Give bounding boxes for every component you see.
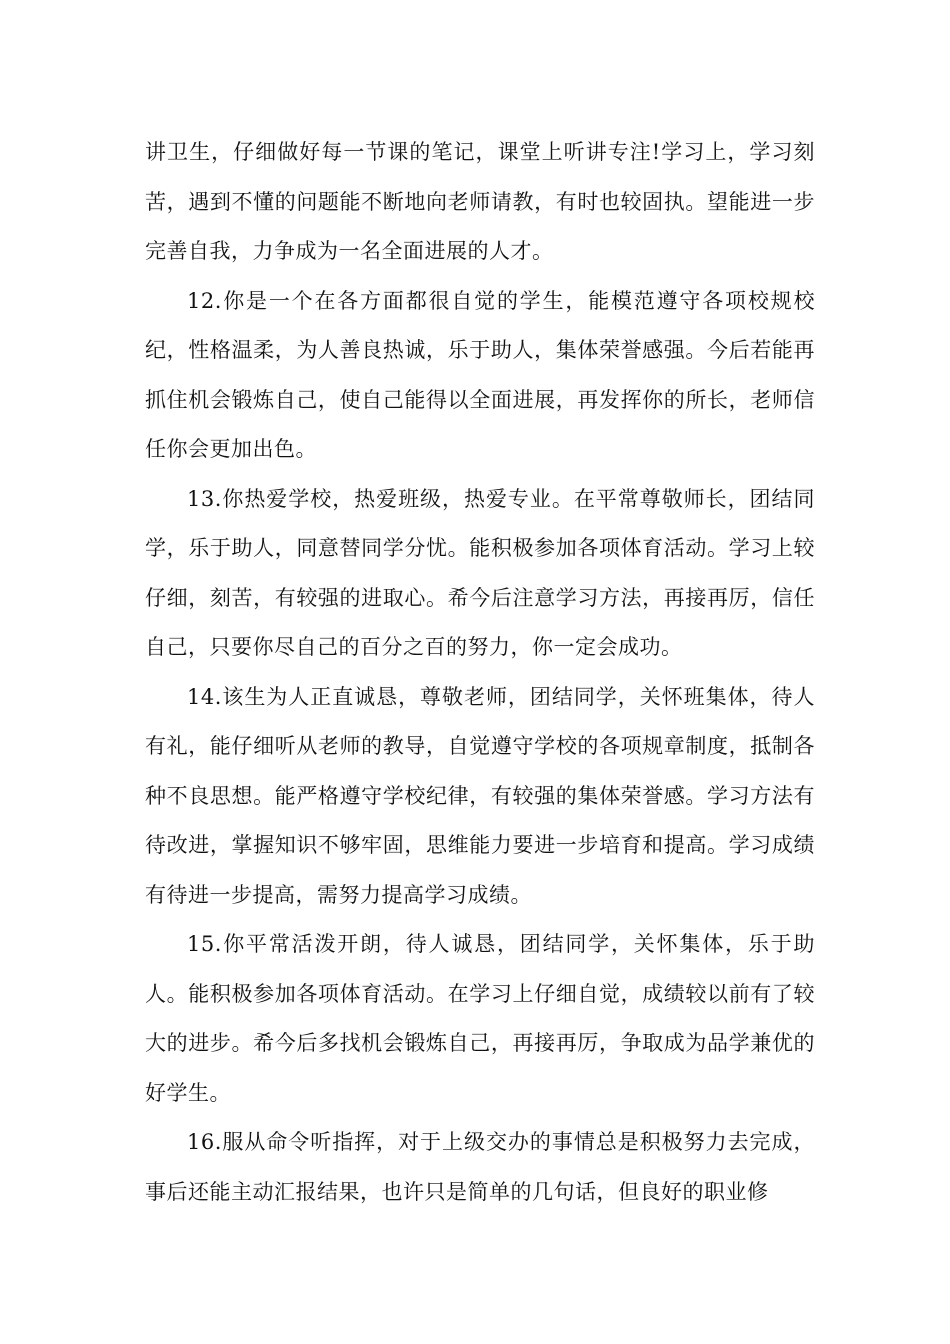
- paragraph-item-14: 14.该生为人正直诚恳，尊敬老师，团结同学，关怀班集体，待人有礼，能仔细听从老师的教导，自觉遵守学校的各项规章制度，抵制各种不良思想。能严格遵守学校纪律，有较强的集体荣誉感。学习方法有待改进，掌握知识不够牢固，思维能力要进一步培育和提高。学习成绩有待进一步提高，需努力提高学习成绩。: [145, 684, 815, 907]
- paragraph-continued: 讲卫生，仔细做好每一节课的笔记，课堂上听讲专注!学习上，学习刻苦，遇到不懂的问题能不断地向老师请教，有时也较固执。望能进一步完善自我，力争成为一名全面进展的人才。: [145, 140, 815, 263]
- document-body: [145, 128, 815, 1217]
- paragraph-item-15: 15.你平常活泼开朗，待人诚恳，团结同学，关怀集体，乐于助人。能积极参加各项体育活动。在学习上仔细自觉，成绩较以前有了较大的进步。希今后多找机会锻炼自己，再接再厉，争取成为品学兼优的好学生。: [145, 932, 815, 1105]
- paragraph-item-13: 13.你热爱学校，热爱班级，热爱专业。在平常尊敬师长，团结同学，乐于助人，同意替同学分忧。能积极参加各项体育活动。学习上较仔细，刻苦，有较强的进取心。希今后注意学习方法，再接再厉，信任自己，只要你尽自己的百分之百的努力，你一定会成功。: [145, 486, 815, 659]
- paragraph-item-12: 12.你是一个在各方面都很自觉的学生，能模范遵守各项校规校纪，性格温柔，为人善良热诚，乐于助人，集体荣誉感强。今后若能再抓住机会锻炼自己，使自己能得以全面进展，再发挥你的所长，老师信任你会更加出色。: [145, 288, 815, 461]
- paragraph-item-16: 16.服从命令听指挥，对于上级交办的事情总是积极努力去完成，事后还能主动汇报结果，也许只是简单的几句话，但良好的职业修: [145, 1130, 815, 1204]
